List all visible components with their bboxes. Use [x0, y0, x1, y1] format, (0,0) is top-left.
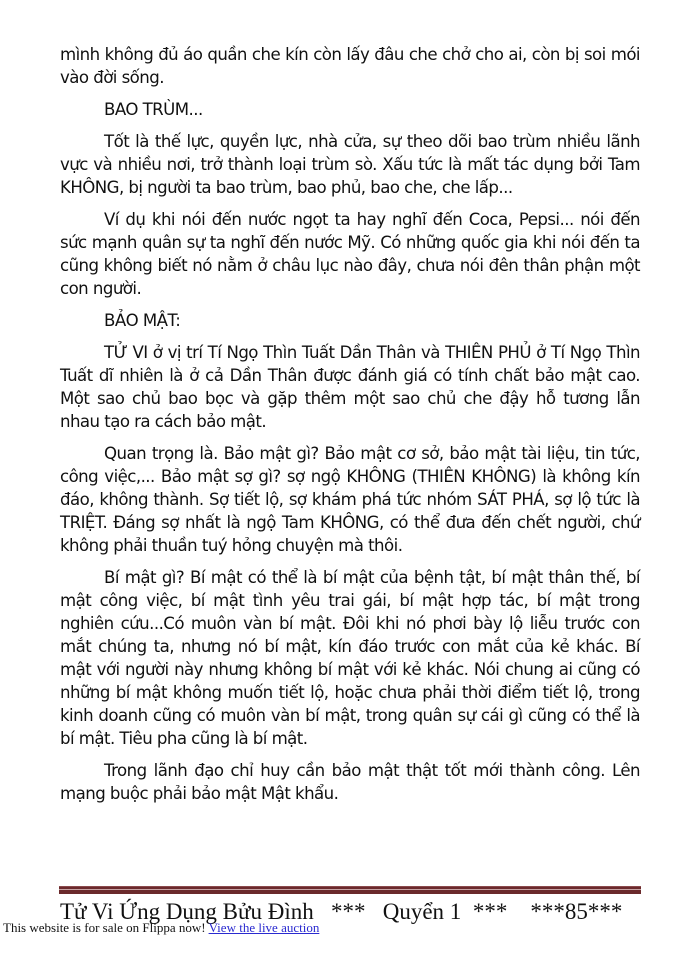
- footer-volume: Quyển 1: [382, 899, 462, 924]
- paragraph: Bí mật gì? Bí mật có thể là bí mật của bệnh tật, bí mật thân thế, bí mật công việc, bí mật tình yêu trai gái, bí mật hợp tác, bí mật trong nghiên cứu...Có muôn vàn bí mật. Đôi khi nó phơi bày lộ liễu trước con mắt chúng ta, nhưng nó bí mật, kín đáo trước con mắt của kẻ khác. Bí mật với người này nhưng không bí mật với kẻ khác. Nói chung ai cũng có những bí mật không muốn tiết lộ, hoặc chưa phải thời điểm tiết lộ, trong kinh doanh cũng có muôn vàn bí mật, trong quân sự cái gì cũng có thể là bí mật. Tiêu pha cũng là bí mật.: [60, 568, 640, 748]
- section-heading-bao-mat: BẢO MẬT:: [104, 311, 181, 330]
- footer-separator: ***: [330, 899, 366, 924]
- footer-page-number: ***85***: [530, 899, 623, 924]
- paragraph: Tốt là thế lực, quyền lực, nhà cửa, sự theo dõi bao trùm nhiều lãnh vực và nhiều nơi, trở thành loại trùm sò. Xấu tức là mất tác dụng bởi Tam KHÔNG, bị người ta bao trùm, bao phủ, bao che, che lấp...: [60, 132, 640, 197]
- paragraph-continuation: mình không đủ áo quần che kín còn lấy đâu che chở cho ai, còn bị soi mói vào đời sống.: [60, 45, 640, 87]
- footer-rule-divider: [59, 886, 641, 894]
- paragraph: TỬ VI ở vị trí Tí Ngọ Thìn Tuất Dần Thân và THIÊN PHỦ ở Tí Ngọ Thìn Tuất dĩ nhiên là ở cả Dần Thân được đánh giá có tính chất bảo mật cao. Một sao chủ bao bọc và gặp thêm một sao chủ che đậy hỗ tương lẫn nhau tạo ra cách bảo mật.: [60, 343, 640, 431]
- paragraph: Ví dụ khi nói đến nước ngọt ta hay nghĩ đến Coca, Pepsi... nói đến sức mạnh quân sự ta nghĩ đến nước Mỹ. Có những quốc gia khi nói đến ta cũng không biết nó nằm ở châu lục nào đây, chưa nói đên thân phận một con người.: [60, 210, 640, 298]
- paragraph: Trong lãnh đạo chỉ huy cần bảo mật thật tốt mới thành công. Lên mạng buộc phải bảo mật Mật khẩu.: [60, 761, 640, 803]
- paragraph: Quan trọng là. Bảo mật gì? Bảo mật cơ sở, bảo mật tài liệu, tin tức, công việc,... Bảo mật sợ gì? sợ ngộ KHÔNG (THIÊN KHÔNG) là không kín đáo, không thành. Sợ tiết lộ, sợ khám phá tức nhóm SÁT PHÁ, sợ lộ tức là TRIỆT. Đáng sợ nhất là ngộ Tam KHÔNG, có thể đưa đến chết người, chứ không phải thuần tuý hỏng chuyện mà thôi.: [60, 444, 640, 555]
- footer-book-title: Tử Vi Ứng Dụng Bửu Đình: [60, 899, 314, 924]
- sale-banner-text: This website is for sale on Flippa now!: [3, 920, 206, 935]
- footer-separator: ***: [472, 899, 508, 924]
- section-heading-bao-trum: BAO TRÙM...: [104, 100, 203, 119]
- document-page: [60, 43, 640, 814]
- sale-banner: [3, 920, 319, 936]
- view-live-auction-link[interactable]: View the live auction: [208, 920, 320, 935]
